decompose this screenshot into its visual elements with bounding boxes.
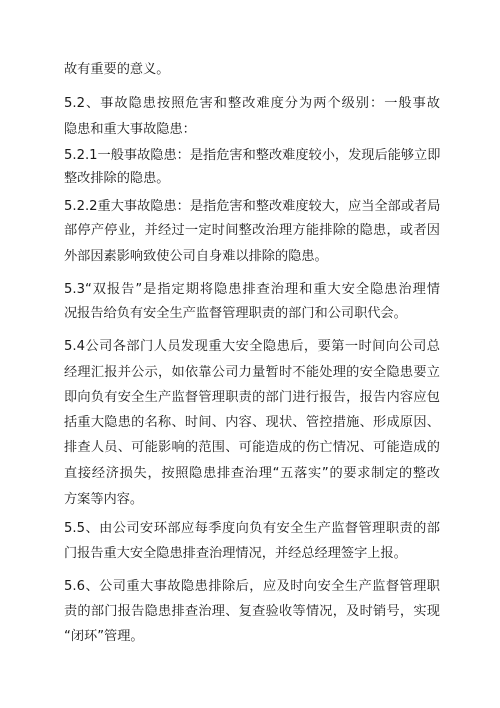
text-line: 经理汇报并公示，如依靠公司力量暂时不能处理的安全隐患要立 — [64, 365, 440, 380]
text-line: 门报告重大安全隐患排查治理情况，并经总经理签字上报。 — [64, 546, 407, 561]
text-line: “闭环”管理。 — [64, 629, 144, 644]
text-line: 况报告给负有安全生产监督管理职责的部门和公司职代会。 — [64, 306, 407, 321]
text-line: 直接经济损失，按照隐患排查治理“五落实”的要求制定的整改 — [64, 466, 440, 481]
text-line: 5.6、公司重大事故隐患排除后，应及时向安全生产监督管理职 — [64, 579, 440, 594]
text-line: 整改排除的隐患。 — [64, 171, 170, 186]
text-line: 5.2.2重大事故隐患：是指危害和整改难度较大，应当全部或者局 — [64, 199, 440, 214]
text-line: 5.3“双报告”是指定期将隐患排查治理和重大安全隐患治理情 — [64, 282, 440, 297]
text-line: 5.2、事故隐患按照危害和整改难度分为两个级别：一般事故 — [64, 96, 440, 111]
text-line: 5.4公司各部门人员发现重大安全隐患后，要第一时间向公司总 — [64, 339, 440, 354]
text-line: 5.5、由公司安环部应每季度向负有安全生产监督管理职责的部 — [64, 521, 440, 536]
text-line: 方案等内容。 — [64, 492, 144, 507]
text-line: 即向负有安全生产监督管理职责的部门进行报告，报告内容应包 — [64, 390, 440, 405]
text-line: 外部因素影响致使公司自身难以排除的隐患。 — [64, 249, 328, 264]
text-line: 排查人员、可能影响的范围、可能造成的伤亡情况、可能造成的 — [64, 440, 440, 455]
text-line: 故有重要的意义。 — [64, 62, 170, 77]
text-line: 隐患和重大事故隐患： — [64, 122, 196, 137]
text-line: 括重大隐患的名称、时间、内容、现状、管控措施、形成原因、 — [64, 415, 440, 430]
text-line: 部停产停业，并经过一定时间整改治理方能排除的隐患，或者因 — [64, 223, 440, 238]
text-line: 5.2.1一般事故隐患：是指危害和整改难度较小，发现后能够立即 — [64, 148, 440, 163]
text-line: 责的部门报告隐患排查治理、复查验收等情况，及时销号，实现 — [64, 604, 440, 619]
